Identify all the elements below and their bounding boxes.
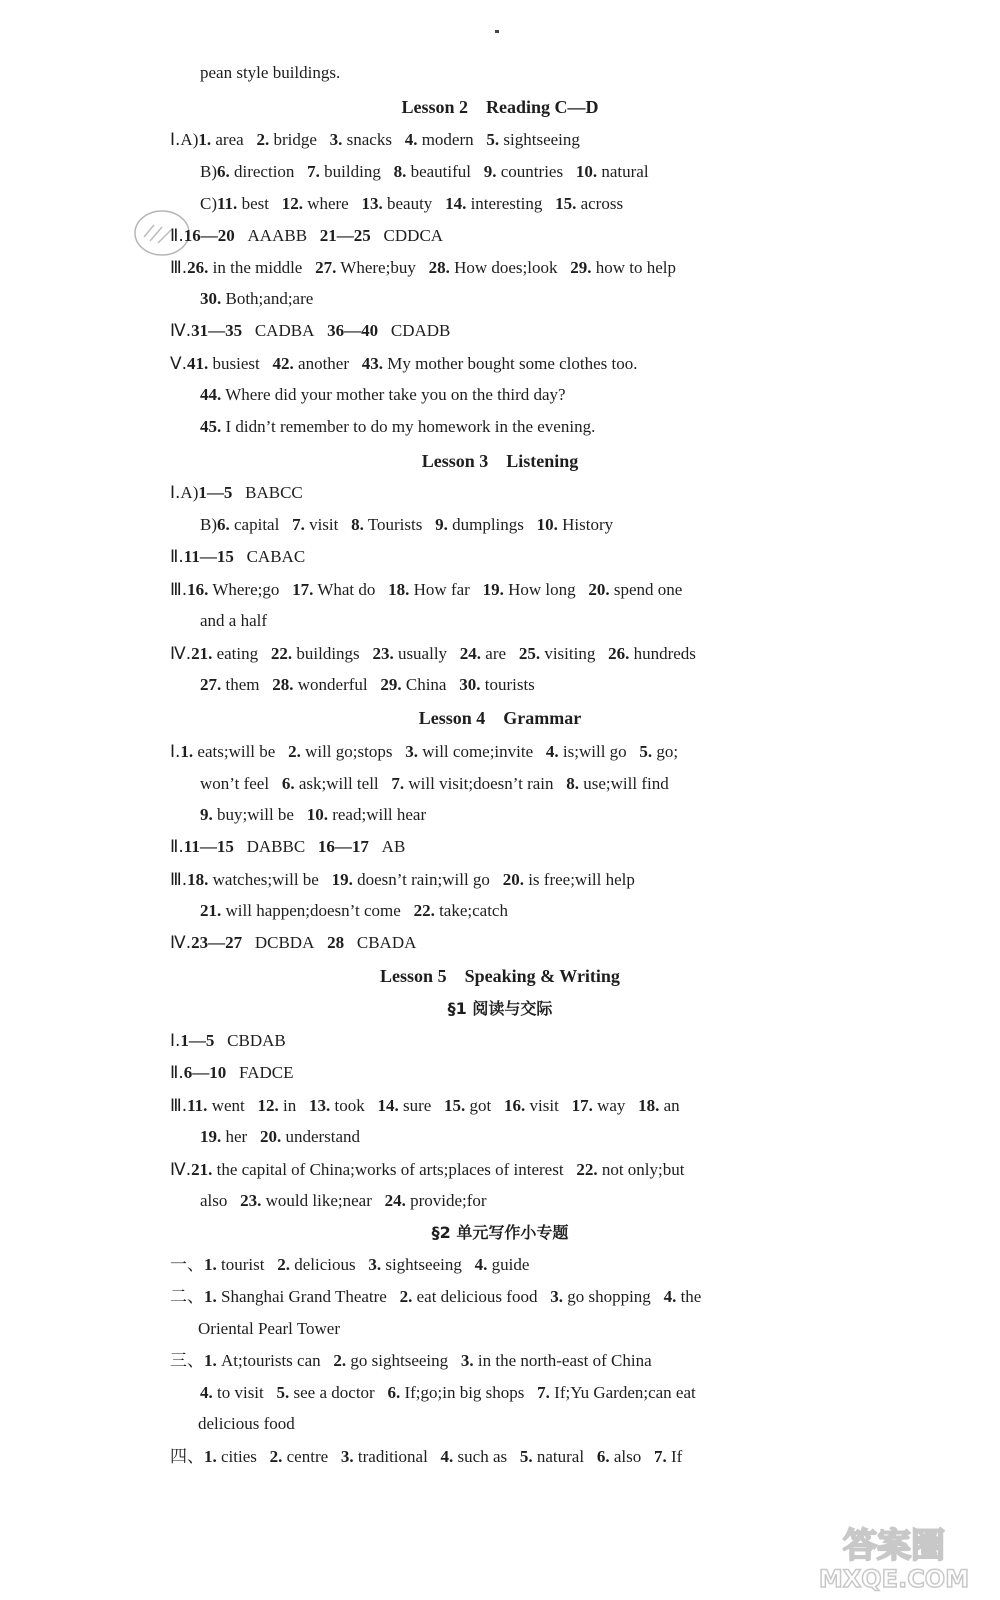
l2-sec1-c: C)11. best 12. where 13. beauty 14. interesting 15. across: [200, 194, 624, 213]
l4-sec3-line2: 21. will happen;doesn’t come 22. take;catch: [200, 901, 508, 920]
l3-sec1-a: Ⅰ.A)1—5 BABCC: [170, 483, 303, 503]
l5-sec4-line1: Ⅳ.21. the capital of China;works of arts;places of interest 22. not only;but: [170, 1160, 685, 1180]
l2-sec1-b: B)6. direction 7. building 8. beautiful 9. countries 10. natural: [200, 162, 649, 181]
watermark-url-text: MXQE.COM: [818, 1565, 970, 1593]
l3-sec3-line2: and a half: [200, 611, 268, 630]
watermark-chinese-text: 答案圈: [843, 1526, 945, 1566]
w2-line1: 二、1. Shanghai Grand Theatre 2. eat delicious food 3. go shopping 4. the: [170, 1287, 702, 1307]
watermark-logo: [798, 1519, 978, 1594]
lesson3-heading: Lesson 3 Listening: [421, 451, 579, 471]
l2-sec5-line2: 44. Where did your mother take you on the third day?: [200, 385, 566, 404]
l3-sec1-b: B)6. capital 7. visit 8. Tourists 9. dumplings 10. History: [200, 515, 614, 534]
continued-line: pean style buildings.: [200, 63, 341, 82]
l4-sec3-line1: Ⅲ.18. watches;will be 19. doesn’t rain;will go 20. is free;will help: [170, 870, 635, 890]
w2-line2: Oriental Pearl Tower: [198, 1319, 341, 1338]
lesson2-heading: Lesson 2 Reading C—D: [401, 97, 599, 117]
l4-sec1-line3: 9. buy;will be 10. read;will hear: [200, 805, 427, 824]
lesson5-heading: Lesson 5 Speaking & Writing: [380, 966, 620, 986]
l5-sec4-line2: also 23. would like;near 24. provide;for: [200, 1191, 487, 1210]
l2-sec5-line3: 45. I didn’t remember to do my homework in the evening.: [200, 417, 596, 436]
w1-line: 一、1. tourist 2. delicious 3. sightseeing 4. guide: [170, 1255, 530, 1275]
l4-sec4: Ⅳ.23—27 DCBDA 28 CBADA: [170, 933, 417, 953]
w3-line3: delicious food: [198, 1414, 295, 1433]
l2-sec2: Ⅱ.16—20 AAABB 21—25 CDDCA: [170, 226, 444, 246]
l2-sec5-line1: Ⅴ.41. busiest 42. another 43. My mother bought some clothes too.: [170, 354, 638, 374]
l3-sec4-line1: Ⅳ.21. eating 22. buildings 23. usually 24. are 25. visiting 26. hundreds: [170, 644, 696, 664]
lesson4-heading: Lesson 4 Grammar: [418, 708, 582, 728]
w3-line2: 4. to visit 5. see a doctor 6. If;go;in big shops 7. If;Yu Garden;can eat: [200, 1383, 696, 1402]
scan-speck: [495, 30, 499, 33]
l3-sec3-line1: Ⅲ.16. Where;go 17. What do 18. How far 19. How long 20. spend one: [170, 580, 683, 600]
w4-line: 四、1. cities 2. centre 3. traditional 4. such as 5. natural 6. also 7. If: [170, 1447, 683, 1467]
l5-sec1: Ⅰ.1—5 CBDAB: [170, 1031, 286, 1051]
l2-sec3-line1: Ⅲ.26. in the middle 27. Where;buy 28. How does;look 29. how to help: [170, 258, 677, 278]
l2-sec1-a: Ⅰ.A)1. area 2. bridge 3. snacks 4. modern 5. sightseeing: [170, 130, 580, 150]
l3-sec4-line2: 27. them 28. wonderful 29. China 30. tourists: [200, 675, 535, 694]
w3-line1: 三、1. At;tourists can 2. go sightseeing 3. in the north-east of China: [170, 1351, 652, 1371]
l5-sec3-line2: 19. her 20. understand: [200, 1127, 361, 1146]
part2-heading: §2 单元写作小专题: [431, 1223, 569, 1242]
part1-heading: §1 阅读与交际: [447, 999, 553, 1018]
l2-sec3-line2: 30. Both;and;are: [200, 289, 314, 308]
l5-sec2: Ⅱ.6—10 FADCE: [170, 1063, 294, 1083]
l4-sec1-line1: Ⅰ.1. eats;will be 2. will go;stops 3. will come;invite 4. is;will go 5. go;: [170, 742, 679, 762]
l5-sec3-line1: Ⅲ.11. went 12. in 13. took 14. sure 15. got 16. visit 17. way 18. an: [170, 1096, 680, 1116]
l4-sec1-line2: won’t feel 6. ask;will tell 7. will visit;doesn’t rain 8. use;will find: [200, 774, 669, 793]
l2-sec4: Ⅳ.31—35 CADBA 36—40 CDADB: [170, 321, 451, 341]
l4-sec2: Ⅱ.11—15 DABBC 16—17 AB: [170, 837, 406, 857]
l3-sec2: Ⅱ.11—15 CABAC: [170, 547, 306, 567]
